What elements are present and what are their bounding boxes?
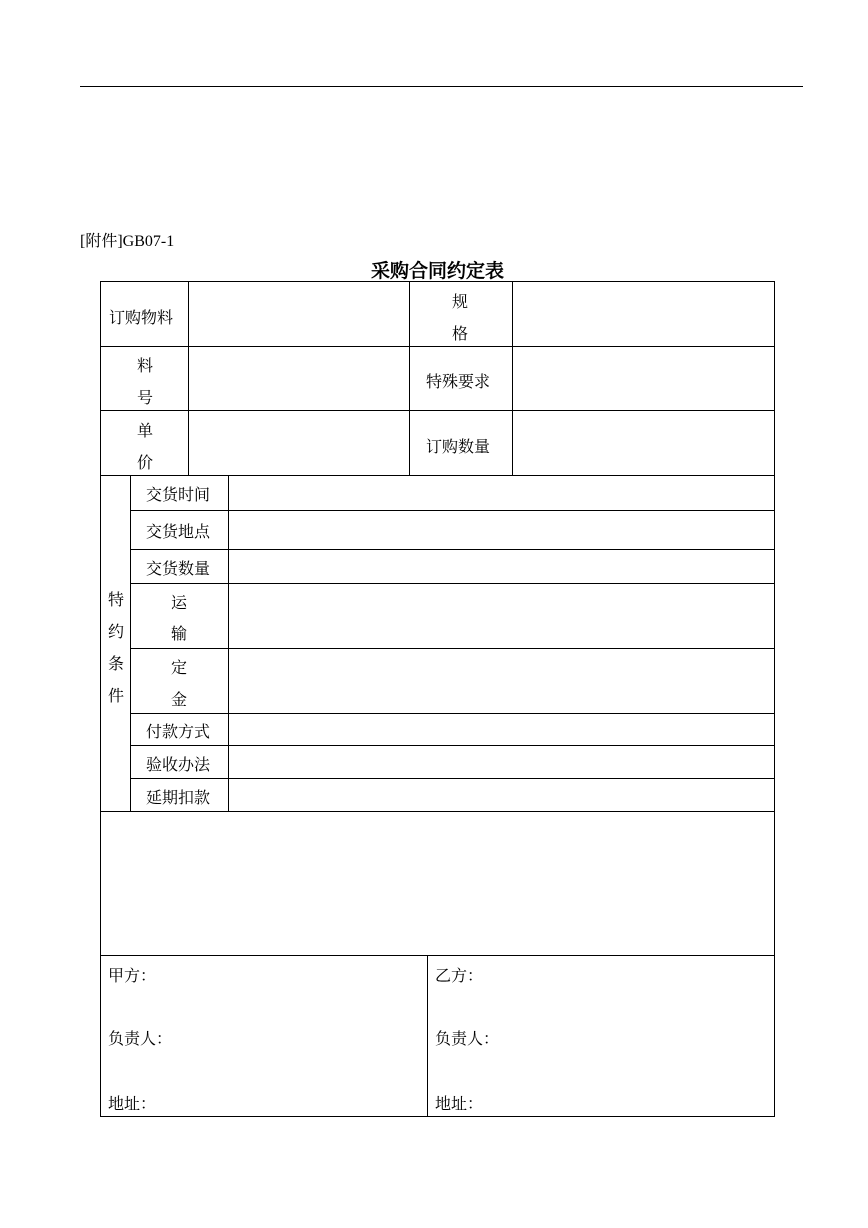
delivery-place-field[interactable] <box>229 511 774 549</box>
column-divider <box>409 281 410 475</box>
label-late-deduction: 延期扣款 <box>146 788 211 807</box>
party-a-label: 甲方： <box>108 966 157 985</box>
label-delivery-time: 交货时间 <box>146 485 211 504</box>
label-deposit-2: 金 <box>171 690 188 709</box>
party-b-label: 乙方： <box>435 966 484 985</box>
label-unit-price-2: 价 <box>137 453 154 472</box>
document-title: 采购合同约定表 <box>370 260 504 282</box>
label-acceptance-method: 验收办法 <box>146 755 211 774</box>
order-material-field[interactable] <box>189 282 408 345</box>
label-material-no-2: 号 <box>137 388 154 407</box>
special-requirements-field[interactable] <box>513 347 774 409</box>
label-transport-2: 输 <box>171 624 188 643</box>
label-special-terms-4: 件 <box>108 686 125 705</box>
party-a-person-label: 负责人： <box>108 1029 173 1048</box>
label-payment-method: 付款方式 <box>146 722 211 741</box>
attachment-reference: [附件]GB07-1 <box>80 233 175 250</box>
label-delivery-quantity: 交货数量 <box>146 559 211 578</box>
payment-method-field[interactable] <box>229 714 774 745</box>
label-delivery-place: 交货地点 <box>146 522 211 541</box>
late-deduction-field[interactable] <box>229 779 774 811</box>
label-order-material: 订购物料 <box>109 308 174 327</box>
label-material-no-1: 料 <box>137 356 154 375</box>
label-special-terms-1: 特 <box>108 590 125 609</box>
party-a-address-label: 地址： <box>108 1094 157 1113</box>
spec-field[interactable] <box>513 282 774 345</box>
label-special-requirements: 特殊要求 <box>426 372 491 391</box>
row-divider <box>100 955 775 956</box>
label-special-terms-2: 约 <box>108 622 125 641</box>
header-rule <box>80 86 803 87</box>
order-quantity-field[interactable] <box>513 411 774 474</box>
column-divider <box>130 475 131 811</box>
label-deposit-1: 定 <box>171 658 188 677</box>
party-b-person-label: 负责人： <box>435 1029 500 1048</box>
label-spec-1: 规 <box>452 292 469 311</box>
remarks-area[interactable] <box>101 812 774 954</box>
label-spec-2: 格 <box>452 324 469 343</box>
unit-price-field[interactable] <box>189 411 408 474</box>
label-unit-price-1: 单 <box>137 421 154 440</box>
label-order-quantity: 订购数量 <box>426 437 491 456</box>
deposit-field[interactable] <box>229 649 774 713</box>
column-divider <box>427 955 428 1117</box>
party-b-address-label: 地址： <box>435 1094 484 1113</box>
delivery-time-field[interactable] <box>229 476 774 510</box>
transport-field[interactable] <box>229 584 774 648</box>
material-no-field[interactable] <box>189 347 408 409</box>
delivery-quantity-field[interactable] <box>229 550 774 583</box>
label-transport-1: 运 <box>171 593 188 612</box>
label-special-terms-3: 条 <box>108 654 125 673</box>
acceptance-method-field[interactable] <box>229 746 774 778</box>
